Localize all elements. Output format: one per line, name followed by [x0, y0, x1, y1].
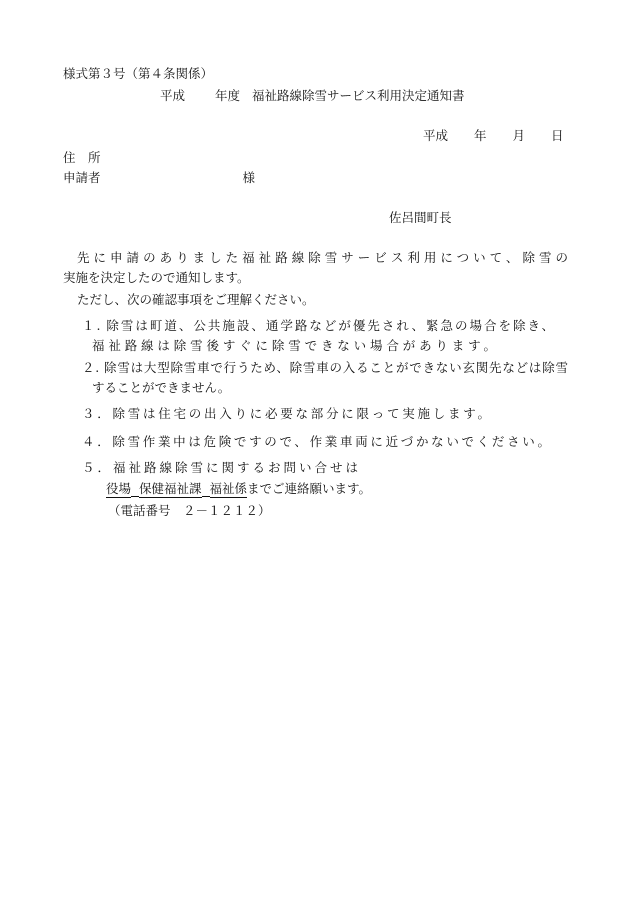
date-era: 平成 [423, 128, 449, 143]
intro-line-3: ただし、次の確認事項をご理解ください。 [77, 292, 315, 307]
title-year-suffix: 年度 [215, 88, 241, 103]
item-4: ４．除雪作業中は危険ですので、作業車両に近づかないでください。 [82, 434, 550, 449]
title-text: 福祉路線除雪サービス利用決定通知書 [252, 88, 465, 103]
contact-section: 福祉係 [209, 481, 248, 496]
item-5-line-1: ５．福祉路線除雪に関するお問い合せは [82, 460, 358, 475]
date-day: 日 [551, 128, 564, 143]
contact-office: 役場 [106, 481, 132, 496]
contact-suffix: までご連絡願います。 [247, 481, 372, 496]
document-title [160, 88, 465, 104]
item-2-line-1: ２. 除雪は大型除雪車で行うため、除雪車の入ることができない玄関先などは除雪 [82, 360, 568, 375]
contact-line [106, 481, 371, 497]
date-year: 年 [474, 128, 487, 143]
form-label: 様式第３号（第４条関係） [63, 66, 214, 81]
title-era: 平成 [160, 88, 186, 103]
item-1-line-2: 福祉路線は除雪後すぐに除雪できない場合があります。 [92, 338, 496, 353]
item-1-line-1: １. 除雪は町道、公共施設、通学路などが優先され、緊急の場合を除き、 [82, 318, 554, 333]
date-month: 月 [512, 128, 526, 143]
item-3: ３．除雪は住宅の出入りに必要な部分に限って実施します。 [82, 406, 490, 421]
intro-line-1: 先に申請のありました福祉路線除雪サービス利用について、除雪の [77, 250, 568, 265]
sender-name: 佐呂間町長 [389, 210, 452, 225]
date-line [423, 128, 564, 144]
applicant-label: 申請者 [63, 170, 101, 185]
phone-number: （電話番号 ２－１２１２） [108, 503, 271, 518]
honorific: 様 [242, 170, 256, 185]
intro-line-2: 実施を決定したので通知します。 [63, 270, 250, 285]
contact-dept: 保健福祉課 [139, 481, 202, 496]
address-label: 住 所 [63, 150, 101, 165]
item-2-line-2: することができません。 [92, 380, 231, 395]
applicant-line [63, 170, 255, 186]
